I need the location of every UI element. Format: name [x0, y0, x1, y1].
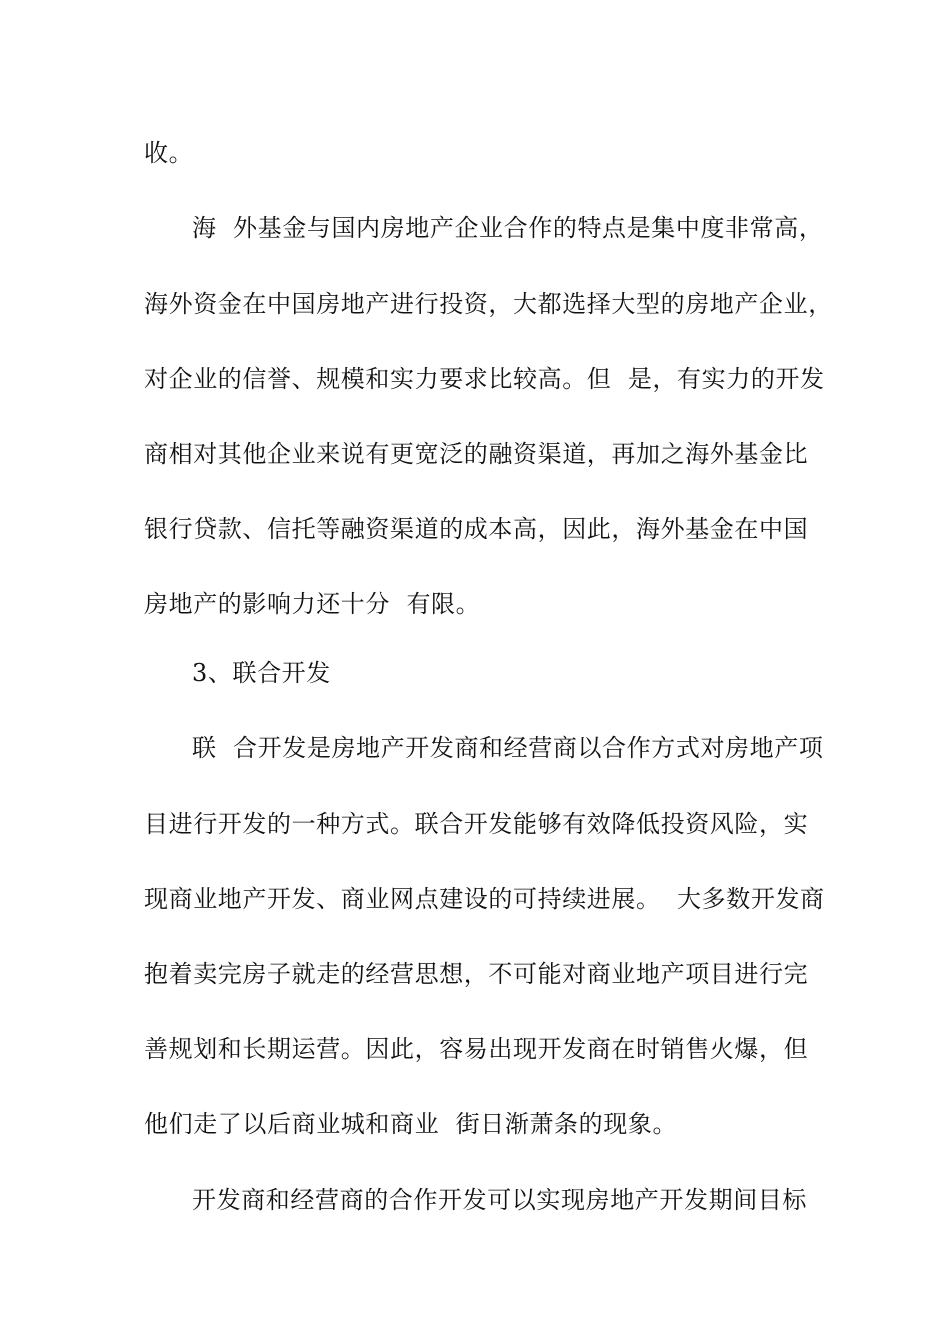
paragraph-line: 银行贷款、信托等融资渠道的成本高，因此，海外基金在中国	[144, 515, 809, 543]
paragraph-line: 开发商和经营商的合作开发可以实现房地产开发期间目标	[192, 1186, 807, 1214]
paragraph-line: 善规划和长期运营。因此，容易出现开发商在时销售火爆，但	[144, 1035, 809, 1063]
paragraph-line: 房地产的影响力还十分 有限。	[144, 590, 481, 618]
paragraph-line: 抱着卖完房子就走的经营思想，不可能对商业地产项目进行完	[144, 960, 809, 988]
paragraph-line: 商相对其他企业来说有更宽泛的融资渠道，再加之海外基金比	[144, 440, 809, 468]
paragraph-line: 海 外基金与国内房地产企业合作的特点是集中度非常高，	[192, 214, 824, 242]
paragraph-line: 收。	[144, 139, 194, 167]
paragraph-line: 目进行开发的一种方式。联合开发能够有效降低投资风险，实	[144, 810, 809, 838]
paragraph-line: 他们走了以后商业城和商业 街日渐萧条的现象。	[144, 1110, 678, 1138]
section-heading: 3、联合开发	[192, 659, 331, 687]
paragraph-line: 对企业的信誉、规模和实力要求比较高。但 是，有实力的开发	[144, 365, 825, 393]
paragraph-line: 联 合开发是房地产开发商和经营商以合作方式对房地产项	[192, 734, 824, 762]
paragraph-line: 海外资金在中国房地产进行投资，大都选择大型的房地产企业，	[144, 290, 833, 318]
paragraph-line: 现商业地产开发、商业网点建设的可持续进展。 大多数开发商	[144, 885, 825, 913]
